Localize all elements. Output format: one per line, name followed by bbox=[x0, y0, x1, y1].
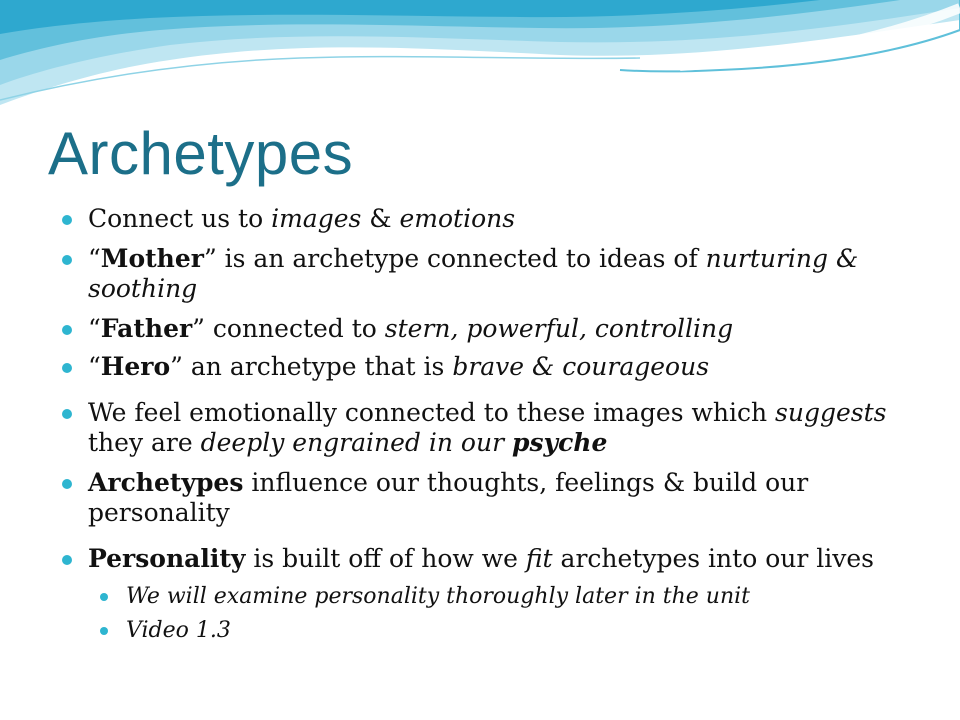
bullet-item bbox=[62, 244, 922, 304]
bullet-text: We feel emotionally connected to these images which suggests they are deeply engrained in our psyche bbox=[88, 398, 887, 457]
bullet-text: “Father” connected to stern, powerful, controlling bbox=[88, 314, 734, 343]
bullet-text: Personality is built off of how we fit archetypes into our lives bbox=[88, 544, 874, 573]
bullet-text: Archetypes influence our thoughts, feelings & build our personality bbox=[88, 468, 809, 527]
bullet-text: “Hero” an archetype that is brave & courageous bbox=[88, 352, 710, 381]
bullet-text: “Mother” is an archetype connected to ideas of nurturing & soothing bbox=[88, 244, 859, 303]
bullet-dot-icon bbox=[62, 325, 72, 335]
sub-bullet-dot-icon bbox=[100, 627, 108, 635]
header-wave-decoration bbox=[0, 0, 960, 120]
bullet-item bbox=[62, 314, 922, 344]
slide-title: Archetypes bbox=[48, 120, 354, 187]
sub-bullet-dot-icon bbox=[100, 593, 108, 601]
sub-bullet-item bbox=[100, 582, 922, 612]
sub-bullet-text: Video 1.3 bbox=[126, 618, 231, 643]
bullet-item bbox=[62, 352, 922, 382]
sub-bullet-item bbox=[100, 616, 922, 646]
bullet-dot-icon bbox=[62, 409, 72, 419]
bullet-list bbox=[62, 200, 922, 646]
bullet-text: Connect us to images & emotions bbox=[88, 204, 516, 233]
bullet-dot-icon bbox=[62, 363, 72, 373]
sub-bullet-text: We will examine personality thoroughly later in the unit bbox=[126, 584, 751, 609]
bullet-dot-icon bbox=[62, 479, 72, 489]
bullet-dot-icon bbox=[62, 255, 72, 265]
bullet-dot-icon bbox=[62, 555, 72, 565]
bullet-item bbox=[62, 468, 922, 528]
bullet-dot-icon bbox=[62, 215, 72, 225]
bullet-item bbox=[62, 398, 922, 458]
bullet-item bbox=[62, 544, 922, 574]
bullet-item bbox=[62, 204, 922, 234]
